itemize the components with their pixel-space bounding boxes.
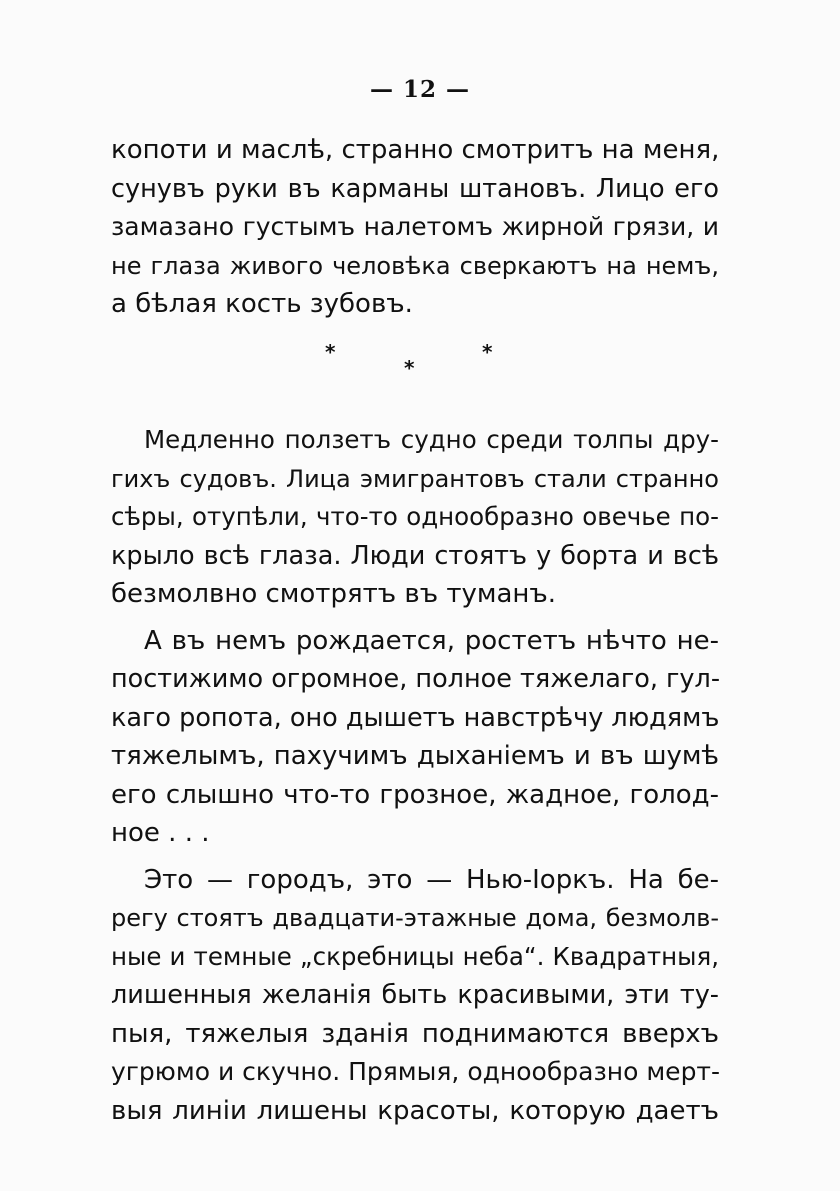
asterisk: *: [404, 356, 415, 380]
text-line: регу стоятъ двадцати-этажные дома, безмолв-: [111, 904, 719, 932]
text-line: ные и темные „скребницы неба“. Квадратныя,: [111, 941, 719, 971]
text-line: гихъ судовъ. Лица эмигрантовъ стали странно: [111, 464, 719, 493]
text-line: а бѣлая кость зубовъ.: [111, 289, 413, 319]
asterisk: *: [325, 340, 336, 364]
text-line: Это — городъ, это — Нью-Іоркъ. На бе-: [144, 864, 719, 895]
text-line: сунувъ руки въ карманы штановъ. Лицо его: [111, 173, 719, 204]
text-line: не глаза живого человѣка сверкаютъ на немъ,: [111, 251, 719, 280]
text-line: постижимо огромное, полное тяжелаго, гул-: [111, 664, 721, 694]
paragraph: [111, 421, 719, 614]
text-line: крыло всѣ глаза. Люди стоятъ у борта и всѣ: [111, 540, 719, 571]
asterisk: *: [482, 340, 493, 364]
text-line: безмолвно смотрятъ въ туманъ.: [111, 579, 557, 609]
page-number: — 12 —: [369, 76, 471, 103]
continued-paragraph: [111, 131, 719, 324]
text-line: Медленно ползетъ судно среди толпы дру-: [144, 425, 719, 454]
text-line: замазано густымъ налетомъ жирной грязи, и: [111, 212, 719, 241]
text-line: ное . . .: [111, 818, 210, 848]
text-line: каго ропота, оно дышетъ навстрѣчу людямъ: [111, 702, 720, 733]
text-line: угрюмо и скучно. Прямыя, однообразно мерт-: [111, 1057, 721, 1086]
text-line: лишенныя желанія быть красивыми, эти ту-: [111, 980, 719, 1010]
paragraph: [111, 622, 719, 853]
text-line: пыя, тяжелыя зданія поднимаются вверхъ: [111, 1018, 719, 1049]
text-line: его слышно что-то грозное, жадное, голод-: [111, 779, 719, 810]
text-line: сѣры, отупѣли, что-то однообразно овечье по-: [111, 502, 719, 531]
section-separator: [0, 340, 840, 390]
text-line: копоти и маслѣ, странно смотритъ на меня,: [111, 135, 720, 165]
main-text: [111, 421, 719, 1130]
paragraph: [111, 861, 719, 1131]
text-line: тяжелымъ, пахучимъ дыханіемъ и въ шумѣ: [111, 741, 719, 771]
text-line: выя линіи лишены красоты, которую даетъ: [111, 1095, 719, 1126]
text-line: А въ немъ рождается, ростетъ нѣчто не-: [144, 625, 719, 656]
